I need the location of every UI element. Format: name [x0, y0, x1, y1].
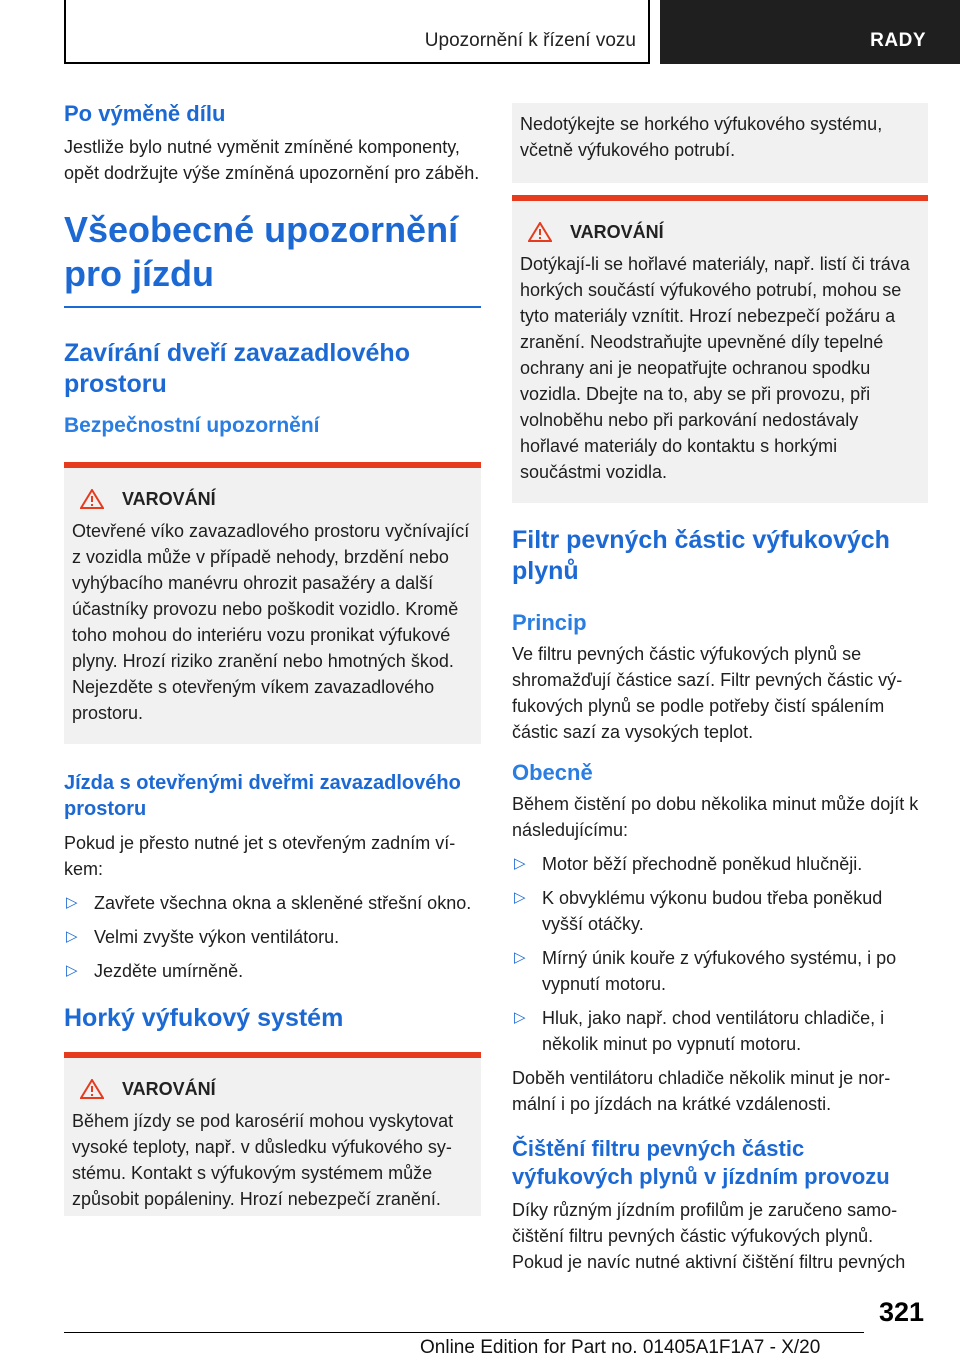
warning-box-hot-exhaust — [64, 1052, 481, 1216]
warning-box-flammable — [512, 195, 928, 503]
warning-header — [520, 219, 920, 245]
note-text: Nedotýkejte se horkého výfukového systému, včetně výfukového potrubí. — [520, 114, 883, 160]
header-separator — [648, 0, 650, 64]
bullet-icon: ▷ — [66, 928, 78, 945]
warning-label: VAROVÁNÍ — [570, 222, 664, 242]
warning-header — [72, 1076, 473, 1102]
paragraph-part-replacement: Jestliže bylo nutné vyměnit zmíněné komponenty, opět dodržujte výše zmíněná upozornění pro záběh. — [64, 137, 480, 183]
warning-label: VAROVÁNÍ — [122, 489, 216, 509]
warning-text: Dotýkají-li se hořlavé materiály, např. listí či tráva horkých součástí výfukového potrubí, mohou se tyto materiály vznítit. Hrozí nebezpečí požáru a zranění. Neodstraňujte upevněné díly tepelné ochrany ani je neopatřujte ochranou spodku vozidla. Dbejte na to, aby se při provozu, při volnoběhu nebo při parkování nedostávaly hořlavé materiály do kontaktu s horkými součástmi vozidla. — [520, 254, 910, 482]
subsection-title-principle: Princip — [512, 610, 587, 635]
section-title-filter-cleaning: Čištění filtru pevných částic výfukových plynů v jízdním provozu — [512, 1136, 890, 1189]
footer-edition: Online Edition for Part no. 01405A1F1A7 - X/20 — [420, 1337, 821, 1358]
bullet-icon: ▷ — [514, 949, 526, 966]
page-number: 321 — [878, 1297, 924, 1327]
section-title-hot-exhaust: Horký výfukový systém — [64, 1004, 344, 1032]
bullet-icon: ▷ — [514, 855, 526, 872]
list-item: ▷ Hluk, jako např. chod ventilátoru chladiče, i několik minut po vypnutí motoru. — [512, 1005, 928, 1057]
warning-text: Během jízdy se pod karosérií mohou vyskytovat vysoké teploty, např. v důsledku výfukového systému. Kontakt s výfukovým systémem může způsobit popáleniny. Hrozí nebezpečí zranění. — [72, 1111, 454, 1209]
subsection-title-general: Obecně — [512, 760, 593, 785]
warning-triangle-icon — [80, 1079, 104, 1099]
warning-triangle-icon — [528, 222, 552, 242]
paragraph-fan-afterrun: Doběh ventilátoru chladiče několik minut je normální i po jízdách na krátké vzdálenosti. — [512, 1068, 891, 1114]
bullet-icon: ▷ — [514, 1009, 526, 1026]
section-title-part-replacement: Po výměně dílu — [64, 101, 226, 126]
section-title-open-tailgate-driving: Jízda s otevřenými dveřmi zavazadlového prostoru — [64, 772, 461, 820]
note-box-hot-exhaust — [512, 103, 928, 183]
right-column — [512, 103, 928, 1275]
list-item: ▷ Zavřete všechna okna a skleněné střešní okno. — [64, 890, 481, 916]
header-tab-label: RADY — [870, 30, 926, 51]
section-title-particulate-filter: Filtr pevných částic výfukových plynů — [512, 526, 890, 585]
list-item: ▷ Jezděte umírněně. — [64, 958, 481, 984]
chapter-rule — [64, 306, 481, 308]
bullet-icon: ▷ — [514, 889, 526, 906]
list-item: ▷ Mírný únik kouře z výfukového systému, i po vypnutí motoru. — [512, 945, 928, 997]
footer-rule — [64, 1332, 864, 1333]
warning-box-tailgate — [64, 462, 481, 744]
warning-header — [72, 486, 473, 512]
paragraph-general: Během čistění po dobu několika minut může dojít k následujícímu: — [512, 794, 919, 840]
left-column — [64, 100, 481, 1216]
bullet-icon: ▷ — [66, 894, 78, 911]
bullet-icon: ▷ — [66, 962, 78, 979]
header-rule — [64, 62, 648, 64]
warning-triangle-icon — [80, 489, 104, 509]
list-open-tailgate — [64, 890, 481, 984]
subsection-title-safety: Bezpečnostní upozornění — [64, 414, 320, 437]
warning-text: Otevřené víko zavazadlového prostoru vyčnívající z vozidla může v případě nehody, brzdění nebo vyhýbacího manévru ohrozit pasažéry a další účastníky provozu nebo poškodit vozidlo. Kromě toho mohou do interiéru vozu pronikat výfukové plyny. Hrozí riziko zranění nebo hmotných škod. Nejezděte s otevřeným víkem zavazadlového prostoru. — [72, 521, 470, 723]
paragraph-principle: Ve filtru pevných částic výfukových plynů se shromažďují částice sazí. Filtr pevných částic výfukových plynů se podle potřeby čistí spálením částic sazí za vysokých teplot. — [512, 644, 903, 742]
list-item: ▷ Velmi zvyšte výkon ventilátoru. — [64, 924, 481, 950]
paragraph-filter-cleaning: Díky různým jízdním profilům je zaručeno samočištění filtru pevných částic výfukových plynů. Pokud je navíc nutné aktivní čištění filtru pevných — [512, 1200, 906, 1272]
paragraph-open-tailgate: Pokud je přesto nutné jet s otevřeným zadním víkem: — [64, 833, 456, 879]
list-filter-effects — [512, 851, 928, 1057]
list-item: ▷ K obvyklému výkonu budou třeba poněkud vyšší otáčky. — [512, 885, 928, 937]
warning-label: VAROVÁNÍ — [122, 1079, 216, 1099]
section-title-tailgate: Zavírání dveří zavazadlového prostoru — [64, 339, 410, 398]
list-item: ▷ Motor běží přechodně poněkud hlučněji. — [512, 851, 928, 877]
chapter-title-general-warnings: Všeobecné upozornění pro jízdu — [64, 209, 459, 294]
header-tab — [660, 0, 960, 64]
header-title: Upozornění k řízení vozu — [424, 30, 636, 51]
